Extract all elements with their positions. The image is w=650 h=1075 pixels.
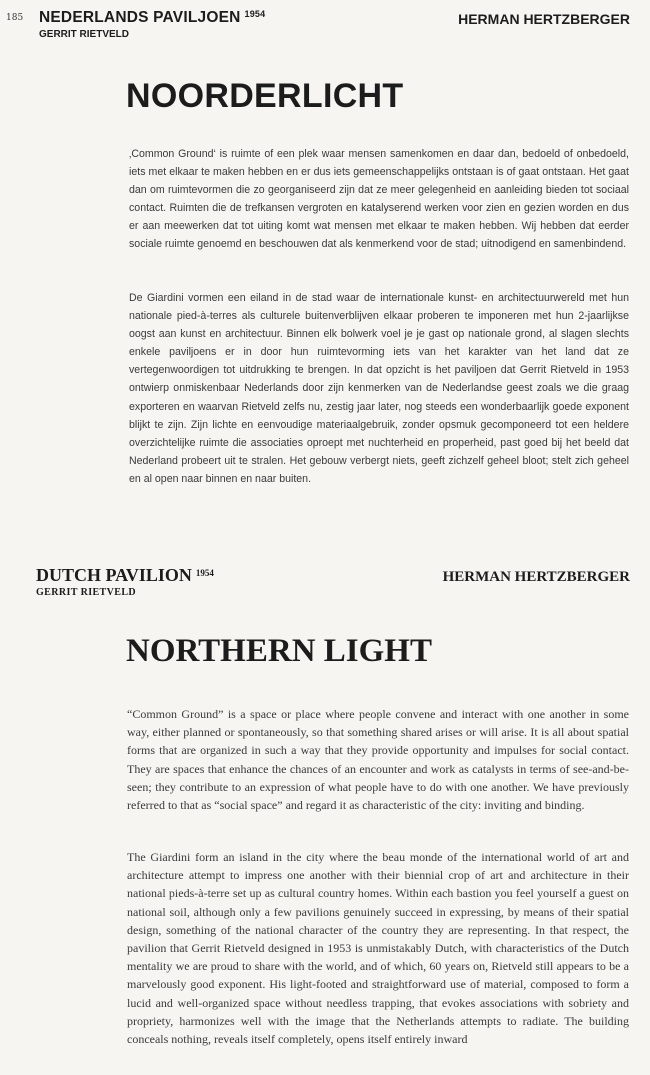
english-header-author: HERMAN HERTZBERGER [442, 569, 630, 585]
dutch-header-author: HERMAN HERTZBERGER [458, 11, 630, 27]
dutch-section-title: NOORDERLICHT [126, 77, 404, 115]
english-header-subtitle: GERRIT RIETVELD [36, 587, 137, 598]
english-paragraph-1: “Common Ground” is a space or place where people convene and interact with one another in some way, either planned or spontaneously, so that something shared arises or will arise. It is all about spatial forms that are organized in such a way that they provide opportunity and impulses for social contact. They are spaces that enhance the chances of an encounter and work as catalysts in terms of see-and-be-seen; they contribute to an expression of what people have to do with one another. We have previously referred to that as “social space” and regard it as characteristic of the city: inviting and binding. [127, 707, 629, 813]
english-title-year: 1954 [195, 568, 214, 578]
english-title-text: DUTCH PAVILION [36, 565, 192, 585]
english-section-title: NORTHERN LIGHT [126, 633, 432, 669]
dutch-title-text: NEDERLANDS PAVILJOEN [39, 9, 241, 26]
english-header-title [36, 565, 214, 586]
dutch-title-year: 1954 [244, 9, 266, 19]
dutch-paragraph-1: ‚Common Ground‘ is ruimte of een plek waar mensen samenkomen en daar dan, bedoeld of onbedoeld, iets met elkaar te maken hebben en er dus iets gemeenschappelijks ontstaan is of gaat ontstaan. Het gaat dan om ruimtevormen die zo georganiseerd zijn dat ze meer gelegenheid en aanleiding bieden tot sociaal contact. Ruimten die de trefkansen vergroten en katalyserend werken voor zien en gezien worden en dus er aan meewerken dat tot uiting komt wat mensen met elkaar te maken hebben. Wij hebben dat eerder sociale ruimte genoemd en beschouwen dat als kenmerkend voor de stad; uitnodigend en samenbindend. [129, 148, 629, 251]
english-paragraph-2: The Giardini form an island in the city where the beau monde of the international world of art and architecture attempt to impress one another with their biennial crop of art and architecture in their national pieds-à-terre set up as cultural country homes. Within each bastion you feel yourself a guest on national soil, although only a few pavilions genuinely succeed in expressing, by means of their spatial design, something of the national character of the country they are representing. In that respect, the pavilion that Gerrit Rietveld designed in 1953 is unmistakably Dutch, with characteristics of the Dutch mentality we are proud to share with the world, and of which, 60 years on, Rietveld still appears to be a marvelously good exponent. His light-footed and straightforward use of material, composed to form a lucid and well-organized space without needless trapping, that evokes associations with sobriety and propriety, harmonizes well with the image that the Netherlands attempts to radiate. The building conceals nothing, reveals itself completely, opens itself entirely inward [127, 850, 629, 1047]
dutch-paragraph-2: De Giardini vormen een eiland in de stad waar de internationale kunst- en architectuurwereld met hun nationale pied-à-terres als culturele buitenverblijven elkaar proberen te imponeren met hun 2-jaarlijkse oogst aan kunst en architectuur. Binnen elk bolwerk voel je je gast op nationale grond, al slagen slechts enkele paviljoens er in door hun ruimtevorming iets van het karakter van het land dat ze vertegenwoordigen tot uitdrukking te brengen. In dat opzicht is het paviljoen dat Gerrit Rietveld in 1953 ontwierp onmiskenbaar Nederlands door zijn kenmerken van de Nederlandse geest zoals we die graag exporteren en waarvan Rietveld zelfs nu, zestig jaar later, nog steeds een wonderbaarlijk goede exponent blijkt te zijn. Zijn lichte en eenvoudige materiaalgebruik, zonder opsmuk gecomponeerd tot een heldere overzichtelijke ruimte die associaties oproept met nuchterheid en properheid, past goed bij het beeld dat Nederland probeert uit te stralen. Het gebouw verbergt niets, geeft zichzelf geheel bloot; stelt zich geheel en al open naar binnen en naar buiten. [129, 292, 629, 485]
dutch-header-subtitle: GERRIT RIETVELD [39, 29, 130, 40]
dutch-header-title [39, 9, 265, 27]
page-number: 185 [6, 13, 24, 23]
